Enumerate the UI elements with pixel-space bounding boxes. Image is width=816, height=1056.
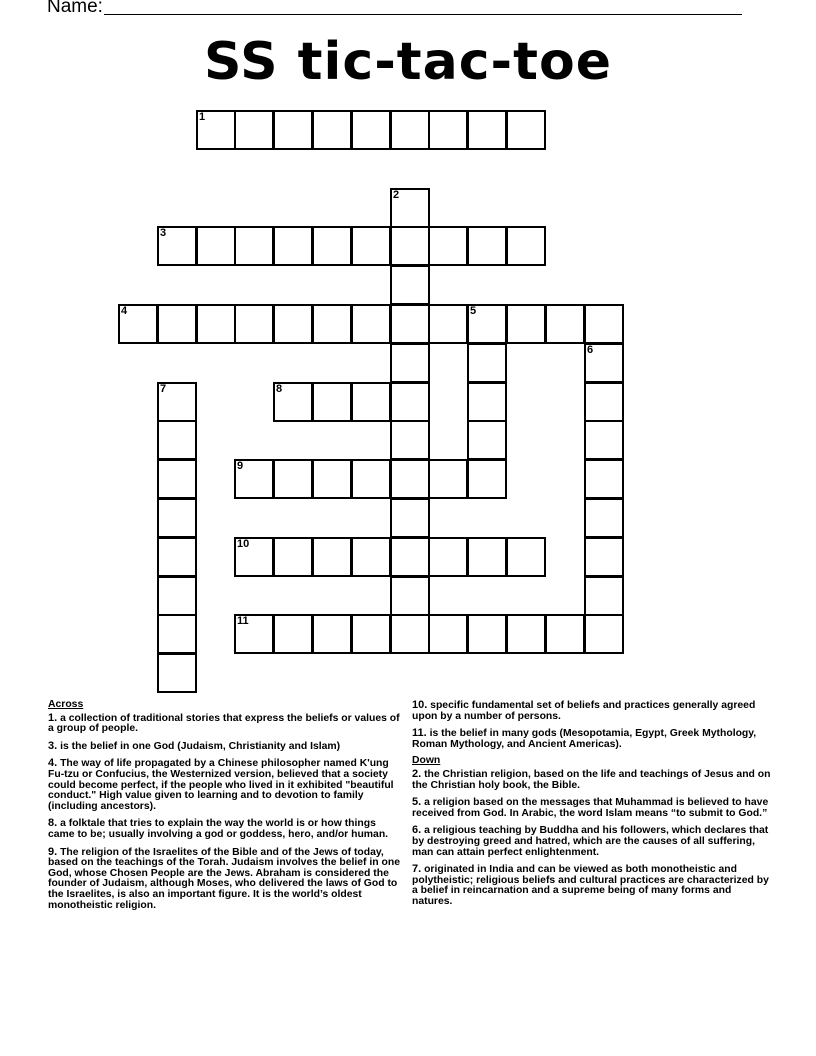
clue-down-6 (412, 825, 772, 858)
grid-cell[interactable] (234, 304, 274, 344)
clue-text: a religious teaching by Buddha and his followers, which declares that by destroying greed and hatred, which are the causes of all suffering, man can attain perfect enlightenment. (412, 825, 769, 858)
grid-cell[interactable] (506, 226, 546, 266)
grid-cell[interactable] (118, 304, 158, 344)
grid-cell[interactable] (428, 614, 468, 654)
clue-number: 9. (48, 845, 58, 858)
grid-cell[interactable] (157, 226, 197, 266)
clue-text: the Christian religion, based on the life and teachings of Jesus and on the Christian holy book, the Bible. (412, 768, 771, 791)
grid-cell[interactable] (506, 614, 546, 654)
grid-cell[interactable] (273, 382, 313, 422)
clue-text: originated in India and can be viewed as both monotheistic and polytheistic; religious beliefs and cultural practices are characterized by a belief in reincarnation and a supreme being of many forms and natures. (412, 864, 769, 907)
clue-number-label: 2 (393, 189, 400, 201)
grid-cell[interactable] (157, 382, 197, 422)
across-heading: Across (48, 699, 84, 710)
grid-cell[interactable] (196, 304, 236, 344)
grid-cell[interactable] (506, 110, 546, 150)
grid-cell[interactable] (157, 498, 197, 538)
grid-cell[interactable] (196, 226, 236, 266)
grid-cell[interactable] (467, 110, 507, 150)
clues-right-column (412, 700, 772, 914)
grid-cell[interactable] (351, 614, 391, 654)
clue-number-label: 6 (587, 344, 594, 356)
grid-cell[interactable] (467, 382, 507, 422)
grid-cell[interactable] (390, 614, 430, 654)
grid-cell[interactable] (157, 304, 197, 344)
grid-cell[interactable] (312, 110, 352, 150)
grid-cell[interactable] (467, 537, 507, 577)
grid-cell[interactable] (584, 576, 624, 616)
clues-left-column (48, 700, 404, 917)
grid-cell[interactable] (390, 188, 430, 228)
grid-cell[interactable] (584, 420, 624, 460)
clue-number: 10. (412, 699, 428, 711)
clue-across-11 (412, 728, 772, 750)
clue-number-label: 10 (237, 538, 250, 550)
grid-cell[interactable] (390, 226, 430, 266)
name-label-text: Name: (47, 0, 103, 17)
grid-cell[interactable] (390, 420, 430, 460)
grid-cell[interactable] (584, 498, 624, 538)
clue-text: is the belief in many gods (Mesopotamia, Egypt, Greek Mythology, Roman Mythology, and Ancient Americas). (412, 728, 757, 750)
grid-cell[interactable] (351, 304, 391, 344)
grid-cell[interactable] (467, 420, 507, 460)
grid-cell[interactable] (273, 226, 313, 266)
clue-down-5 (412, 797, 772, 819)
grid-cell[interactable] (157, 614, 197, 654)
grid-cell[interactable] (312, 226, 352, 266)
grid-cell[interactable] (545, 304, 585, 344)
clue-text: a collection of traditional stories that express the beliefs or values of a group of people. (48, 712, 400, 735)
grid-cell[interactable] (428, 304, 468, 344)
grid-cell[interactable] (351, 459, 391, 499)
clue-across-8 (48, 818, 404, 840)
clue-number: 11. (412, 727, 427, 740)
grid-cell[interactable] (506, 304, 546, 344)
clue-number: 3. (48, 739, 58, 752)
grid-cell[interactable] (234, 110, 274, 150)
grid-cell[interactable] (312, 304, 352, 344)
grid-cell[interactable] (351, 537, 391, 577)
clue-across-3 (48, 741, 404, 753)
grid-cell[interactable] (312, 614, 352, 654)
grid-cell[interactable] (467, 343, 507, 383)
grid-cell[interactable] (234, 459, 274, 499)
grid-cell[interactable] (157, 576, 197, 616)
grid-cell[interactable] (351, 382, 391, 422)
clue-down-2 (412, 769, 772, 791)
grid-cell[interactable] (157, 459, 197, 499)
grid-cell[interactable] (545, 614, 585, 654)
clue-across-10 (412, 700, 772, 722)
clue-across-1 (48, 713, 404, 735)
grid-cell[interactable] (312, 459, 352, 499)
grid-cell[interactable] (234, 226, 274, 266)
clue-text: specific fundamental set of beliefs and practices generally agreed upon by a number of persons. (412, 700, 756, 722)
down-heading: Down (412, 755, 441, 767)
grid-cell[interactable] (584, 343, 624, 383)
grid-cell[interactable] (312, 537, 352, 577)
clue-number-label: 9 (237, 460, 244, 472)
grid-cell[interactable] (273, 110, 313, 150)
grid-cell[interactable] (273, 459, 313, 499)
grid-cell[interactable] (390, 382, 430, 422)
clue-down-7 (412, 864, 772, 907)
clue-number-label: 11 (237, 615, 249, 627)
clue-number-label: 4 (121, 305, 128, 317)
clue-number-label: 7 (160, 383, 167, 395)
grid-cell[interactable] (428, 110, 468, 150)
grid-cell[interactable] (312, 382, 352, 422)
grid-cell[interactable] (390, 459, 430, 499)
clue-number: 4. (48, 757, 58, 770)
clue-number: 6. (412, 824, 422, 837)
clue-text: is the belief in one God (Judaism, Christianity and Islam) (57, 740, 341, 752)
clue-number-label: 5 (470, 305, 477, 317)
grid-cell[interactable] (428, 537, 468, 577)
grid-cell[interactable] (273, 304, 313, 344)
clue-number: 2. (412, 767, 422, 780)
clue-number-label: 3 (160, 227, 167, 239)
clue-text: The religion of the Israelites of the Bible and of the Jews of today, based on the teachings of the Torah. Judaism involves the belief in one God, whose Chosen People are the Jews. Abraham is considered the founder of Judaism, although Moses, who delivered the laws of God to the Israelites, is also an important figure. It is the world’s oldest monotheistic religion. (48, 846, 400, 911)
grid-cell[interactable] (428, 459, 468, 499)
grid-cell[interactable] (234, 537, 274, 577)
grid-cell[interactable] (157, 420, 197, 460)
grid-cell[interactable] (584, 382, 624, 422)
clue-text: The way of life propagated by a Chinese philosopher named K'ung Fu-tzu or Confucius, the Westernized version, believed that a society could become perfect, if the people who lived in it exhibited "beautiful conduct." High value given to learning and to devotion to family (including ancestors). (48, 758, 394, 812)
grid-cell[interactable] (390, 304, 430, 344)
clue-text: a religion based on the messages that Muhammad is believed to have received from God. In Arabic, the word Islam means “to submit to God.” (412, 797, 769, 819)
clue-text: a folktale that tries to explain the way the world is or how things came to be; usually involving a god or goddess, hero, and/or human. (48, 818, 389, 840)
grid-cell[interactable] (351, 110, 391, 150)
grid-cell[interactable] (390, 265, 430, 305)
grid-cell[interactable] (467, 226, 507, 266)
grid-cell[interactable] (584, 537, 624, 577)
clue-number: 5. (412, 796, 422, 809)
grid-cell[interactable] (390, 537, 430, 577)
grid-cell[interactable] (390, 110, 430, 150)
grid-cell[interactable] (467, 304, 507, 344)
grid-cell[interactable] (428, 226, 468, 266)
grid-cell[interactable] (273, 614, 313, 654)
clue-number: 1. (48, 711, 58, 724)
grid-cell[interactable] (467, 614, 507, 654)
clue-number: 8. (48, 817, 58, 830)
grid-cell[interactable] (390, 343, 430, 383)
grid-cell[interactable] (584, 459, 624, 499)
clue-number: 7. (412, 863, 422, 876)
clue-across-4 (48, 758, 404, 812)
clue-across-9 (48, 847, 404, 912)
page-title: SS tic-tac-toe (204, 32, 612, 92)
grid-cell[interactable] (273, 537, 313, 577)
grid-cell[interactable] (584, 614, 624, 654)
grid-cell[interactable] (157, 537, 197, 577)
clue-number-label: 1 (199, 111, 206, 123)
clue-number-label: 8 (276, 383, 283, 395)
grid-cell[interactable] (467, 459, 507, 499)
grid-cell[interactable] (390, 498, 430, 538)
grid-cell[interactable] (196, 110, 236, 150)
grid-cell[interactable] (584, 304, 624, 344)
grid-cell[interactable] (351, 226, 391, 266)
grid-cell[interactable] (390, 576, 430, 616)
grid-cell[interactable] (506, 537, 546, 577)
grid-cell[interactable] (234, 614, 274, 654)
grid-cell[interactable] (157, 653, 197, 693)
